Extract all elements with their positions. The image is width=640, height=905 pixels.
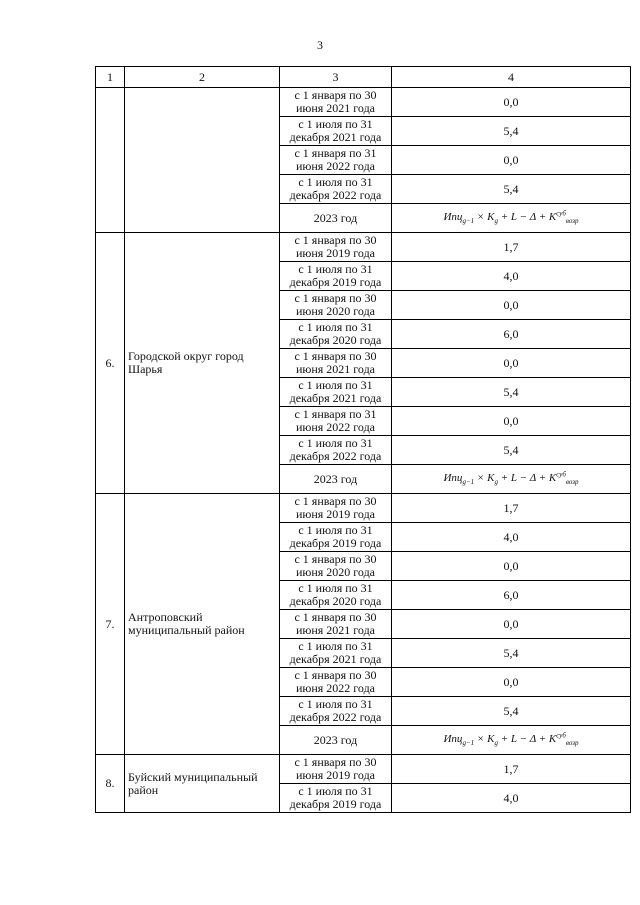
value-cell: 0,0	[392, 349, 631, 378]
table-row	[96, 755, 631, 784]
value-cell: 0,0	[392, 668, 631, 697]
formula-cell	[392, 204, 631, 233]
table-body	[96, 67, 631, 813]
period-cell: с 1 июля по 31 декабря 2019 года	[280, 523, 392, 552]
header-col-2: 2	[125, 67, 280, 88]
formula-k-sub: g	[494, 217, 498, 226]
municipality-name: Буйский муниципальный район	[125, 755, 280, 813]
value-cell: 1,7	[392, 494, 631, 523]
value-cell: 4,0	[392, 262, 631, 291]
period-cell: с 1 июля по 31 декабря 2020 года	[280, 581, 392, 610]
period-cell: с 1 января по 30 июня 2019 года	[280, 755, 392, 784]
formula-k2-sub: возр	[565, 739, 579, 748]
period-cell: 2023 год	[280, 465, 392, 494]
formula-main: Ипц	[443, 472, 463, 485]
period-cell: с 1 января по 30 июня 2021 года	[280, 349, 392, 378]
formula-k2-sup: суб	[556, 731, 566, 740]
page-number: 3	[317, 38, 323, 52]
period-cell: с 1 января по 31 июня 2022 года	[280, 146, 392, 175]
formula-main: Ипц	[443, 211, 463, 224]
formula-main-sub: g−1	[462, 217, 475, 226]
value-cell: 1,7	[392, 233, 631, 262]
value-cell: 6,0	[392, 581, 631, 610]
period-cell: с 1 июля по 31 декабря 2021 года	[280, 378, 392, 407]
table-row	[96, 233, 631, 262]
value-cell: 0,0	[392, 88, 631, 117]
formula-main: Ипц	[443, 733, 463, 746]
period-cell: с 1 января по 30 июня 2020 года	[280, 552, 392, 581]
municipality-name: Антроповский муниципальный район	[125, 494, 280, 755]
period-cell: с 1 января по 30 июня 2021 года	[280, 88, 392, 117]
value-cell: 5,4	[392, 436, 631, 465]
row-number	[96, 88, 125, 233]
formula-k2-sup: суб	[556, 209, 566, 218]
value-cell: 6,0	[392, 320, 631, 349]
value-cell: 0,0	[392, 146, 631, 175]
formula-cell	[392, 726, 631, 755]
table-row	[96, 88, 631, 117]
indexation-formula	[443, 731, 579, 748]
formula-rest: + L − Δ + K	[497, 472, 557, 485]
value-cell: 1,7	[392, 755, 631, 784]
formula-mid: × K	[474, 211, 495, 224]
value-cell: 5,4	[392, 117, 631, 146]
header-row	[96, 67, 631, 88]
period-cell: с 1 января по 30 июня 2021 года	[280, 610, 392, 639]
formula-k-sub: g	[494, 739, 498, 748]
indexation-formula	[443, 209, 579, 226]
value-cell: 0,0	[392, 407, 631, 436]
formula-k-sub: g	[494, 478, 498, 487]
period-cell: с 1 июля по 31 декабря 2021 года	[280, 117, 392, 146]
value-cell: 0,0	[392, 552, 631, 581]
value-cell: 0,0	[392, 610, 631, 639]
value-cell: 0,0	[392, 291, 631, 320]
period-cell: с 1 января по 30 июня 2020 года	[280, 291, 392, 320]
row-number: 7.	[96, 494, 125, 755]
period-cell: с 1 июля по 31 декабря 2022 года	[280, 697, 392, 726]
formula-rest: + L − Δ + K	[497, 733, 557, 746]
municipality-name	[125, 88, 280, 233]
period-cell: с 1 января по 31 июня 2022 года	[280, 407, 392, 436]
municipality-name: Городской округ город Шарья	[125, 233, 280, 494]
row-number: 8.	[96, 755, 125, 813]
period-cell: 2023 год	[280, 726, 392, 755]
formula-mid: × K	[474, 733, 495, 746]
period-cell: с 1 января по 30 июня 2022 года	[280, 668, 392, 697]
formula-rest: + L − Δ + K	[497, 211, 557, 224]
row-number: 6.	[96, 233, 125, 494]
value-cell: 5,4	[392, 639, 631, 668]
period-cell: с 1 июля по 31 декабря 2019 года	[280, 784, 392, 813]
formula-cell	[392, 465, 631, 494]
formula-k2-sub: возр	[565, 217, 579, 226]
value-cell: 5,4	[392, 697, 631, 726]
header-col-3: 3	[280, 67, 392, 88]
table-row	[96, 494, 631, 523]
value-cell: 5,4	[392, 175, 631, 204]
period-cell: с 1 июля по 31 декабря 2019 года	[280, 262, 392, 291]
formula-k2-sub: возр	[565, 478, 579, 487]
formula-main-sub: g−1	[462, 478, 475, 487]
period-cell: с 1 июля по 31 декабря 2021 года	[280, 639, 392, 668]
value-cell: 4,0	[392, 523, 631, 552]
formula-mid: × K	[474, 472, 495, 485]
value-cell: 4,0	[392, 784, 631, 813]
header-col-1: 1	[96, 67, 125, 88]
period-cell: с 1 января по 30 июня 2019 года	[280, 233, 392, 262]
period-cell: 2023 год	[280, 204, 392, 233]
period-cell: с 1 июля по 31 декабря 2022 года	[280, 175, 392, 204]
period-cell: с 1 января по 30 июня 2019 года	[280, 494, 392, 523]
rates-table	[95, 66, 631, 813]
period-cell: с 1 июля по 31 декабря 2022 года	[280, 436, 392, 465]
period-cell: с 1 июля по 31 декабря 2020 года	[280, 320, 392, 349]
value-cell: 5,4	[392, 378, 631, 407]
header-col-4: 4	[392, 67, 631, 88]
formula-k2-sup: суб	[556, 470, 566, 479]
indexation-formula	[443, 470, 579, 487]
formula-main-sub: g−1	[462, 739, 475, 748]
